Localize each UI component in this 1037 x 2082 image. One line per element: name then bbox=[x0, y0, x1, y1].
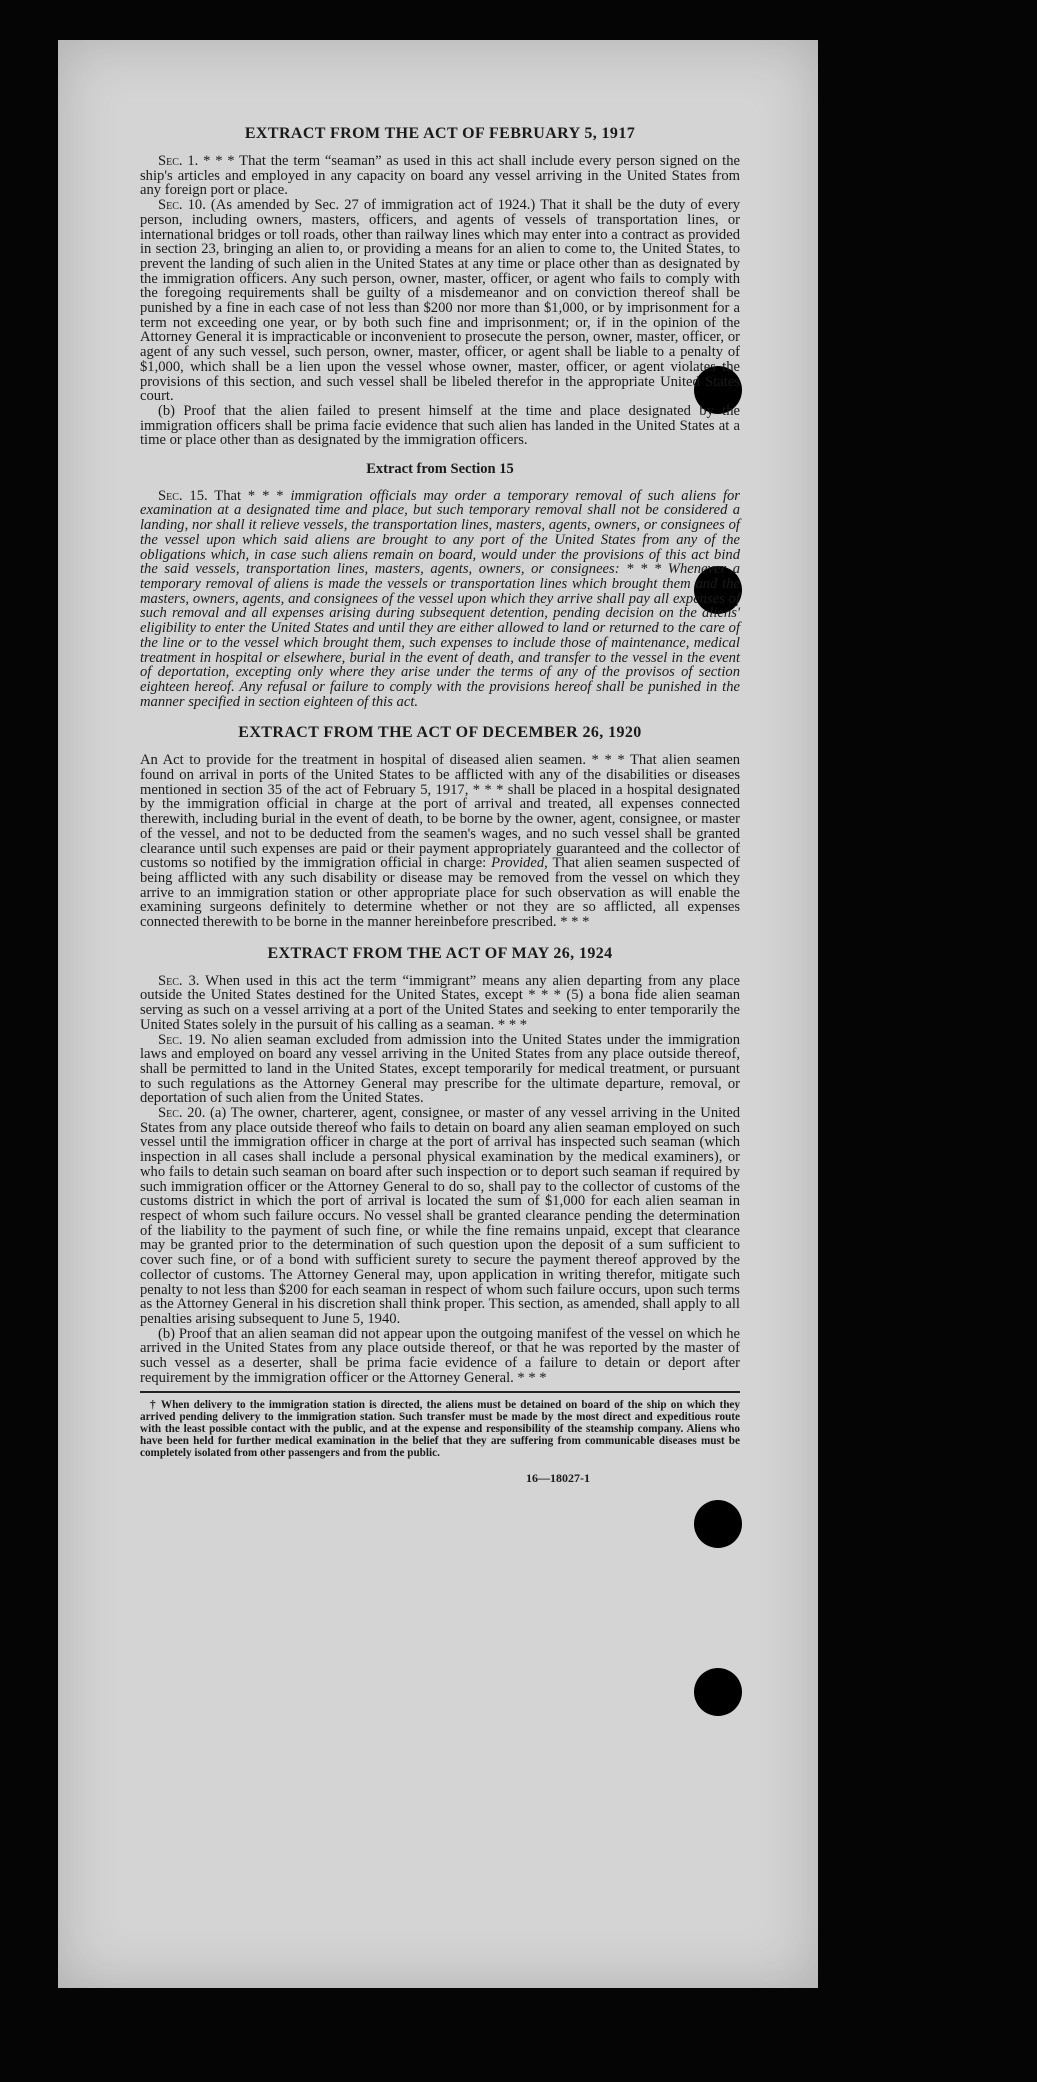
heading-act-1917: EXTRACT FROM THE ACT OF FEBRUARY 5, 1917 bbox=[244, 125, 636, 142]
punch-hole bbox=[694, 1668, 742, 1716]
heading-act-1920: EXTRACT FROM THE ACT OF DECEMBER 26, 1920 bbox=[238, 724, 642, 742]
form-number: 16—18027-1 bbox=[526, 1471, 590, 1486]
act-1920-paragraph bbox=[140, 753, 740, 929]
punch-hole bbox=[694, 1500, 742, 1548]
heading-act-1924: EXTRACT FROM THE ACT OF MAY 26, 1924 bbox=[267, 944, 613, 962]
sec-20-label: Sec. 20. bbox=[158, 1105, 206, 1122]
sec-1-paragraph bbox=[140, 154, 740, 198]
document-body bbox=[140, 124, 740, 1486]
act-1920-provided: Provided, bbox=[491, 855, 548, 872]
sec-3-text: When used in this act the term “immigrant” means any alien departing from any place outside the United States destined for the United States, except * * * (5) a bona fide alien seaman serving as such on a vessel arriving at a port of the United States and seeking to enter temporarily the United States solely in the pursuit of his calling as a seaman. * * * bbox=[140, 972, 740, 1033]
footnote: † When delivery to the immigration station is directed, the aliens must be detained on board of the ship on which they arrived pending delivery to the immigration station. Such transfer must be made by the most direct and expeditious route with the least possible contact with the public, and at the expense and responsibility of the steamship company. Aliens who have been held for further medical examination in the belief that they are suffering from communicable diseases must be completely isolated from other passengers and from the public. bbox=[140, 1399, 740, 1460]
section-act-1917 bbox=[140, 124, 740, 448]
document-page bbox=[58, 40, 818, 1988]
sec-15-label: Sec. 15. bbox=[158, 487, 208, 504]
sec-10-text: (As amended by Sec. 27 of immigration act of 1924.) That it shall be the duty of every person, including owners, masters, officers, and agents of vessels of transportation lines, or international bridges or toll roads, other than railway lines which may enter into a contract as provided in section 23, bringing an alien to, or providing a means for an alien to come to, the United States, to prevent the landing of such alien in the United States at any time or place other than as designated by the immigration officers. Any such person, owner, master, officer, or agent who fails to comply with the foregoing requirements shall be guilty of a misdemeanor and on conviction thereof shall be punished by a fine in each case of not less than $200 nor more than $1,000, or by imprisonment for a term not exceeding one year, or by both such fine and imprisonment; or, if in the opinion of the Attorney General it is impracticable or inconvenient to prosecute the person, owner, master, officer, or agent of any such vessel, such person, owner, master, officer, or agent shall be liable to a penalty of $1,000, which shall be a lien upon the vessel whose owner, master, officer, or agent violates the provisions of this section, and such vessel shall be libeled therefor in the appropriate United States court. bbox=[140, 197, 741, 405]
act-1920-text-b: That alien seamen suspected of being afflicted with any such disability or disease may be removed from the vessel on which they arrive to an immigration station or other appropriate place for such observation as will enable the examining surgeons definitely to determine whether or not they are so afflicted, all expenses connected therewith to be borne in the manner hereinbefore prescribed. * * * bbox=[140, 855, 740, 931]
sec-1-label: Sec. 1. bbox=[158, 153, 199, 169]
sec-20b-paragraph: (b) Proof that an alien seaman did not appear upon the outgoing manifest of the vessel on which he arrived in the United States from any place outside thereof, or that he was reported by the master of such vessel as a deserter, shall be prima facie evidence of a failure to detain or deport after requirement by the immigration officer or the Attorney General. * * * bbox=[140, 1325, 740, 1386]
section-act-1924 bbox=[140, 944, 740, 1386]
sec-3-paragraph bbox=[140, 974, 740, 1033]
sec-10-label: Sec. 10. bbox=[158, 197, 206, 214]
sec-15-intro: That * * * bbox=[207, 487, 291, 504]
sec-15-text: immigration officials may order a temporary removal of such aliens for examination at a designated time and place, but such temporary removal shall not be considered a landing, nor shall it relieve vessels, the transportation lines, masters, agents, owners, or consignees of the vessel upon which said aliens are brought to any port of the United States from any of the obligations which, in case such aliens remain on board, would under the provisions of this act bind the said vessels, transportation lines, masters, agents, owners, or consignees: * * * Whenever a temporary removal of aliens is made the vessels or transportation lines which brought them and the masters, owners, agents, and consignees of the vessel upon which they arrive shall pay all expenses of such removal and all expenses arising during subsequent detention, pending decision on the aliens' eligibility to enter the United States and until they are either allowed to land or returned to the care of the line or to the vessel which brought them, such expenses to include those of maintenance, medical treatment in hospital or elsewhere, burial in the event of death, and transfer to the vessel in the event of deportation, excepting only where they arise under the terms of any of the provisos of section eighteen hereof. Any refusal or failure to comply with the provisions hereof shall be punished in the manner specified in section eighteen of this act. bbox=[140, 487, 740, 710]
sec-19-paragraph bbox=[140, 1033, 740, 1107]
section-15 bbox=[140, 462, 740, 709]
footnote-divider bbox=[140, 1391, 740, 1393]
sec-19-label: Sec. 19. bbox=[158, 1031, 206, 1048]
act-1920-text-a: An Act to provide for the treatment in hospital of diseased alien seamen. * * * That alien seamen found on arrival in ports of the United States to be afflicted with any of the disabilities or diseases mentioned in section 35 of the act of February 5, 1917, * * * shall be placed in a hospital designated by the immigration official in charge at the port of arrival and treated, all expenses connected therewith, including burial in the event of death, to be borne by the owner, agent, consignee, or master of the vessel, and not to be deducted from the seamen's wages, and no such vessel shall be granted clearance until such expenses are paid or their payment appropriately guaranteed and the collector of customs so notified by the immigration official in charge: bbox=[140, 752, 740, 872]
heading-section-15: Extract from Section 15 bbox=[366, 461, 514, 478]
sec-3-label: Sec. 3. bbox=[158, 972, 200, 989]
sec-20-paragraph bbox=[140, 1106, 740, 1327]
sec-10-paragraph bbox=[140, 198, 740, 404]
section-act-1920 bbox=[140, 723, 740, 929]
sec-15-paragraph bbox=[140, 489, 740, 710]
sec-1-text: * * * That the term “seaman” as used in this act shall include every person signed on the ship's articles and employed in any capacity on board any vessel arriving in the United States from any foreign port or place. bbox=[140, 153, 740, 199]
sec-19-text: No alien seaman excluded from admission into the United States under the immigration laws and employed on board any vessel arriving in the United States from any place outside thereof, shall be permitted to land in the United States, except temporarily for medical treatment, or pursuant to such regulations as the Attorney General may prescribe for the ultimate departure, removal, or deportation of such alien from the United States. bbox=[140, 1031, 741, 1107]
sec-10b-paragraph: (b) Proof that the alien failed to present himself at the time and place designated by the immigration officers shall be prima facie evidence that such alien has landed in the United States at a time or place other than as designated by the immigration officers. bbox=[140, 402, 740, 449]
sec-20-text: (a) The owner, charterer, agent, consignee, or master of any vessel arriving in the United States from any place outside thereof who fails to detain on board any alien seaman employed on such vessel until the immigration officer in charge at the port of arrival has inspected such seaman (which inspection in all cases shall include a personal physical examination by the medical examiners), or who fails to detain such seaman on board after such inspection or to deport such seaman if required by such immigration officer or the Attorney General to do so, shall pay to the collector of customs of the customs district in which the port of arrival is located the sum of $1,000 for each alien seaman in respect of whom such failure occurs. No vessel shall be granted clearance pending the determination of the liability to the payment of such fine, or while the fine remains unpaid, except that clearance may be granted prior to the determination of such question upon the deposit of a sum sufficient to cover such fine, or of a bond with sufficient surety to secure the payment thereof approved by the collector of customs. The Attorney General may, upon application in writing therefor, mitigate such penalty to not less than $200 for each seaman in respect of whom such failure occurs, upon such terms as the Attorney General in his discretion shall think proper. This section, as amended, shall apply to all penalties arising subsequent to June 5, 1940. bbox=[140, 1105, 740, 1327]
